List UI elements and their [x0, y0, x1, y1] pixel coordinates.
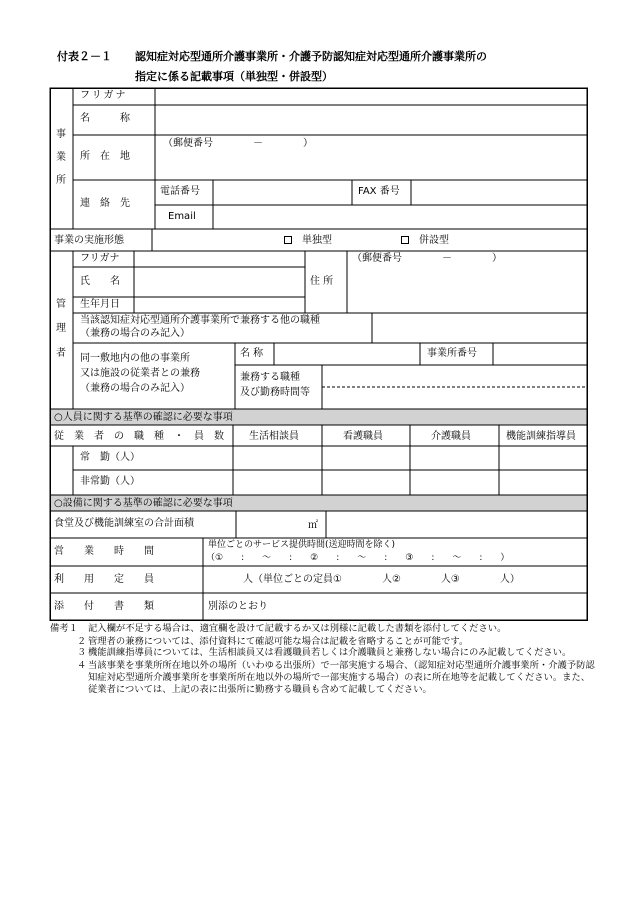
page-title: 認知症対応型通所介護事業所・介護予防認知症対応型通所介護事業所の: [135, 50, 487, 63]
note-item: ２ 管理者の兼務については、添付資料にて確認可能な場合は記載を省略することが可能です。: [77, 635, 469, 647]
attachment-label: 添 付 書 類: [54, 601, 154, 612]
other-office-label-2: 又は施設の従業者との兼務: [80, 368, 200, 379]
equipment-section-header: ○設備に関する基準の確認に必要な事項: [54, 498, 233, 509]
tel-label: 電話番号: [160, 186, 200, 197]
work-hours-label: 及び勤務時間等: [240, 387, 310, 398]
col-kaigo: 介護職員: [431, 431, 471, 442]
note-item: 備考１ 記入欄が不足する場合は、適宜欄を設けて記載するか又は別様に記載した書類を添付してください。: [50, 623, 507, 634]
col-seikatsu: 生活相談員: [249, 431, 299, 442]
notes: [50, 623, 595, 695]
col-kinou: 機能訓練指導員: [506, 431, 576, 442]
staff-section-header: ○人員に関する基準の確認に必要な事項: [54, 412, 233, 423]
col-kango: 看護職員: [343, 431, 383, 442]
birthdate-label: 生年月日: [80, 299, 120, 310]
other-office-label-1: 同一敷地内の他の事業所: [80, 353, 190, 364]
capacity-text: 人（単位ごとの定員① 人② 人③ 人）: [243, 574, 520, 585]
kanrisha-postal-label: （郵便番号 － ）: [352, 253, 502, 264]
dual-role-label: 当該認知症対応型通所介護事業所で兼務する他の職種: [80, 315, 320, 326]
hours-label: 営 業 時 間: [54, 546, 154, 557]
capacity-label: 利 用 定 員: [54, 574, 154, 585]
jigyosho-contact-label: 連 絡 先: [80, 198, 130, 209]
parttime-label: 非常勤（人）: [80, 476, 140, 487]
kanrisha-name-label: 氏 名: [80, 276, 120, 287]
form-type-label: 事業の実施形態: [54, 235, 124, 246]
jigyosho-address-label: 所 在 地: [80, 151, 130, 162]
page-subtitle: 指定に係る記載事項（単独型・併設型）: [135, 70, 333, 83]
email-label: Email: [168, 211, 196, 222]
other-office-name-label: 名 称: [240, 348, 264, 359]
fulltime-label: 常 勤（人）: [80, 452, 140, 463]
hours-line: （① : ～ : ② : ～ : ③ : ～ : ）: [206, 553, 510, 563]
concurrent-job-label: 兼務する職種: [240, 372, 300, 383]
staff-label: 従 業 者 の 職 種 ・ 員 数: [54, 431, 224, 442]
attachment-text: 別添のとおり: [208, 601, 268, 612]
jigyosho-postal-label: （郵便番号 － ）: [163, 138, 313, 149]
combined-checkbox[interactable]: [401, 236, 409, 244]
kanrisha-address-label: 住 所: [310, 276, 334, 287]
note-item: ３ 機能訓練指導員については、生活相談員又は看護職員若しくは介護職員と兼務しない場合にのみ記載してください。: [77, 647, 572, 659]
jigyosho-furigana-label: フリガナ: [80, 90, 128, 101]
fax-label: FAX 番号: [358, 186, 400, 197]
hours-note: 単位ごとのサービス提供時間(送迎時間を除く): [208, 540, 396, 550]
single-checkbox[interactable]: [284, 236, 292, 244]
option-combined[interactable]: 併設型: [401, 236, 449, 246]
area-unit: ㎡: [308, 520, 318, 531]
form-number: 付表２－１: [57, 50, 112, 63]
area-label: 食堂及び機能訓練室の合計面積: [54, 518, 194, 529]
dual-role-note: （兼務の場合のみ記入）: [80, 328, 190, 339]
jigyosho-name-label: 名 称: [80, 113, 130, 124]
office-number-label: 事業所番号: [427, 348, 477, 359]
note-item: ４ 当該事業を事業所所在地以外の場所（いわゆる出張所）で一部実施する場合、（認知症対応型通所介護事業所・介護予防認知症対応型通所介護事業所を事業所所在地以外の場所で一部実施する場合）の表に所在地等を記載してください。また、従業者については、上記の表に出張所に勤務する職員も含めて記載してください。: [77, 660, 595, 695]
kanrisha-furigana-label: フリガナ: [80, 253, 120, 264]
option-single[interactable]: 単独型: [284, 236, 332, 246]
other-office-note: （兼務の場合のみ記入）: [80, 383, 190, 394]
